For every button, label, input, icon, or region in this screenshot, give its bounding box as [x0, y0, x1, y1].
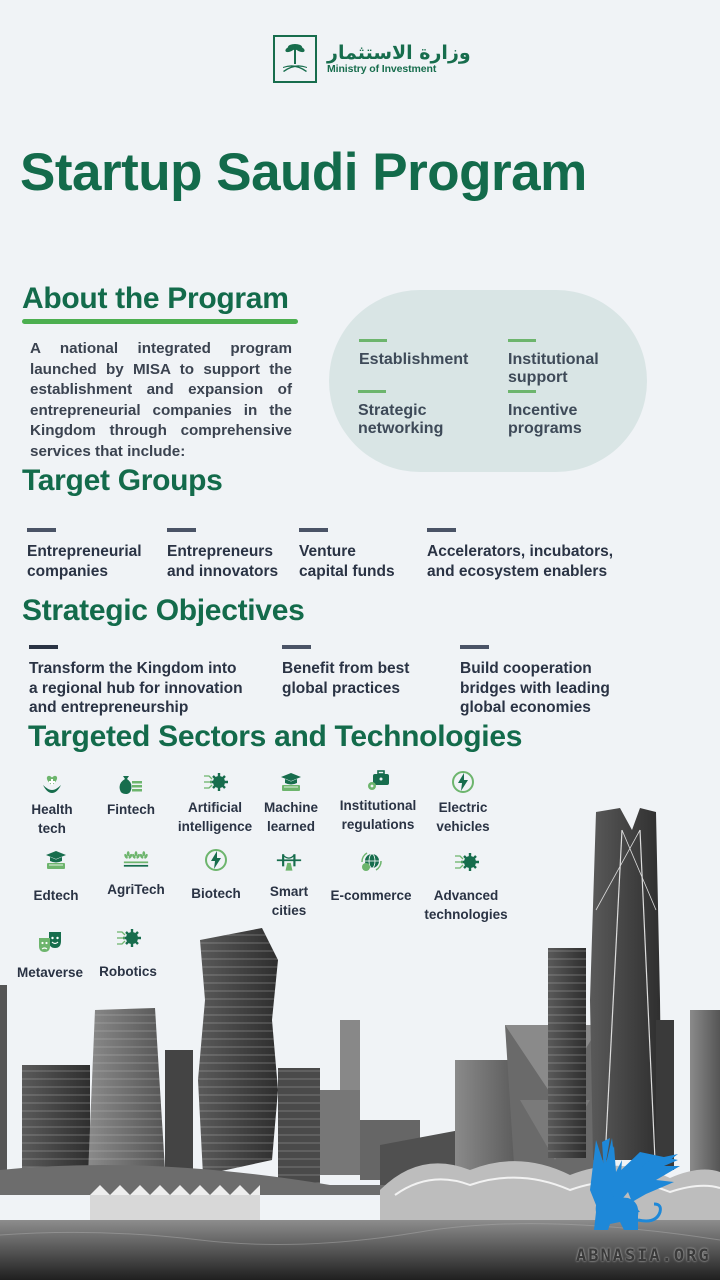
ministry-logo — [273, 35, 471, 83]
sectors-heading: Targeted Sectors and Technologies — [28, 720, 523, 753]
service-item: Incentive programs — [508, 390, 618, 438]
sector-artificial-intelligence: Artificial intelligence — [175, 770, 255, 836]
sector-electric-vehicles: Electric vehicles — [434, 770, 492, 836]
sector-metaverse: Metaverse — [14, 930, 86, 982]
sector-machine-learned: Machine learned — [262, 770, 320, 836]
target-group-item: Accelerators, incubators, and ecosystem enablers — [427, 528, 613, 582]
wheat-icon — [123, 846, 149, 870]
service-bar — [508, 390, 536, 393]
services-pill — [329, 290, 647, 472]
theater-masks-icon — [37, 930, 63, 954]
circuit-gear-icon — [115, 926, 141, 950]
sector-institutional-regulations: Institutional regulations — [333, 768, 423, 834]
page-title: Startup Saudi Program — [20, 143, 587, 202]
objective-item: Transform the Kingdom into a regional hub for innovation and entrepreneurship — [29, 645, 243, 718]
graduation-book-icon — [43, 848, 69, 872]
sector-biotech: Biotech — [186, 848, 246, 903]
logo-arabic-text: وزارة الاستثمار — [327, 42, 471, 64]
sector-health-tech: Health tech — [22, 772, 82, 838]
service-item: Institutional support — [508, 339, 628, 387]
target-groups-heading: Target Groups — [22, 464, 223, 497]
sector-e-commerce: E-commerce — [326, 850, 416, 905]
sector-smart-cities: Smart cities — [262, 850, 316, 920]
circuit-gear-icon — [453, 850, 479, 874]
service-bar — [359, 339, 387, 342]
objective-item: Build cooperation bridges with leading global economies — [460, 645, 610, 718]
objectives-heading: Strategic Objectives — [22, 594, 305, 627]
money-bag-icon — [118, 772, 144, 796]
target-group-item: Venture capital funds — [299, 528, 395, 582]
lightning-circle-icon — [203, 848, 229, 872]
bridge-icon — [276, 850, 302, 874]
sector-fintech: Fintech — [100, 772, 162, 819]
target-group-item: Entrepreneurial companies — [27, 528, 142, 582]
globe-coin-icon — [358, 850, 384, 874]
graduation-book-icon — [278, 770, 304, 794]
about-description: A national integrated program launched by MISA to support the establishment and expansion of entrepreneurial companies in the Kingdom through comprehensive services that include: — [30, 340, 292, 460]
about-heading: About the Program — [22, 282, 289, 315]
sector-agritech: AgriTech — [104, 846, 168, 899]
service-bar — [358, 390, 386, 393]
service-item: Strategic networking — [358, 390, 468, 438]
heart-hands-icon — [39, 772, 65, 796]
objective-item: Benefit from best global practices — [282, 645, 409, 698]
sector-robotics: Robotics — [98, 926, 158, 981]
sector-advanced-technologies: Advanced technologies — [424, 850, 508, 924]
griffin-watermark-icon — [580, 1132, 690, 1242]
about-underline — [22, 319, 298, 324]
sector-edtech: Edtech — [26, 848, 86, 905]
target-group-item: Entrepreneurs and innovators — [167, 528, 278, 582]
service-item: Establishment — [359, 339, 468, 369]
logo-english-text: Ministry of Investment — [327, 63, 437, 75]
watermark-text: ABNASIA.ORG — [576, 1246, 711, 1266]
palm-swords-emblem-icon — [273, 35, 317, 83]
circuit-gear-icon — [202, 770, 228, 794]
briefcase-gear-icon — [365, 768, 391, 792]
lightning-circle-icon — [450, 770, 476, 794]
service-bar — [508, 339, 536, 342]
